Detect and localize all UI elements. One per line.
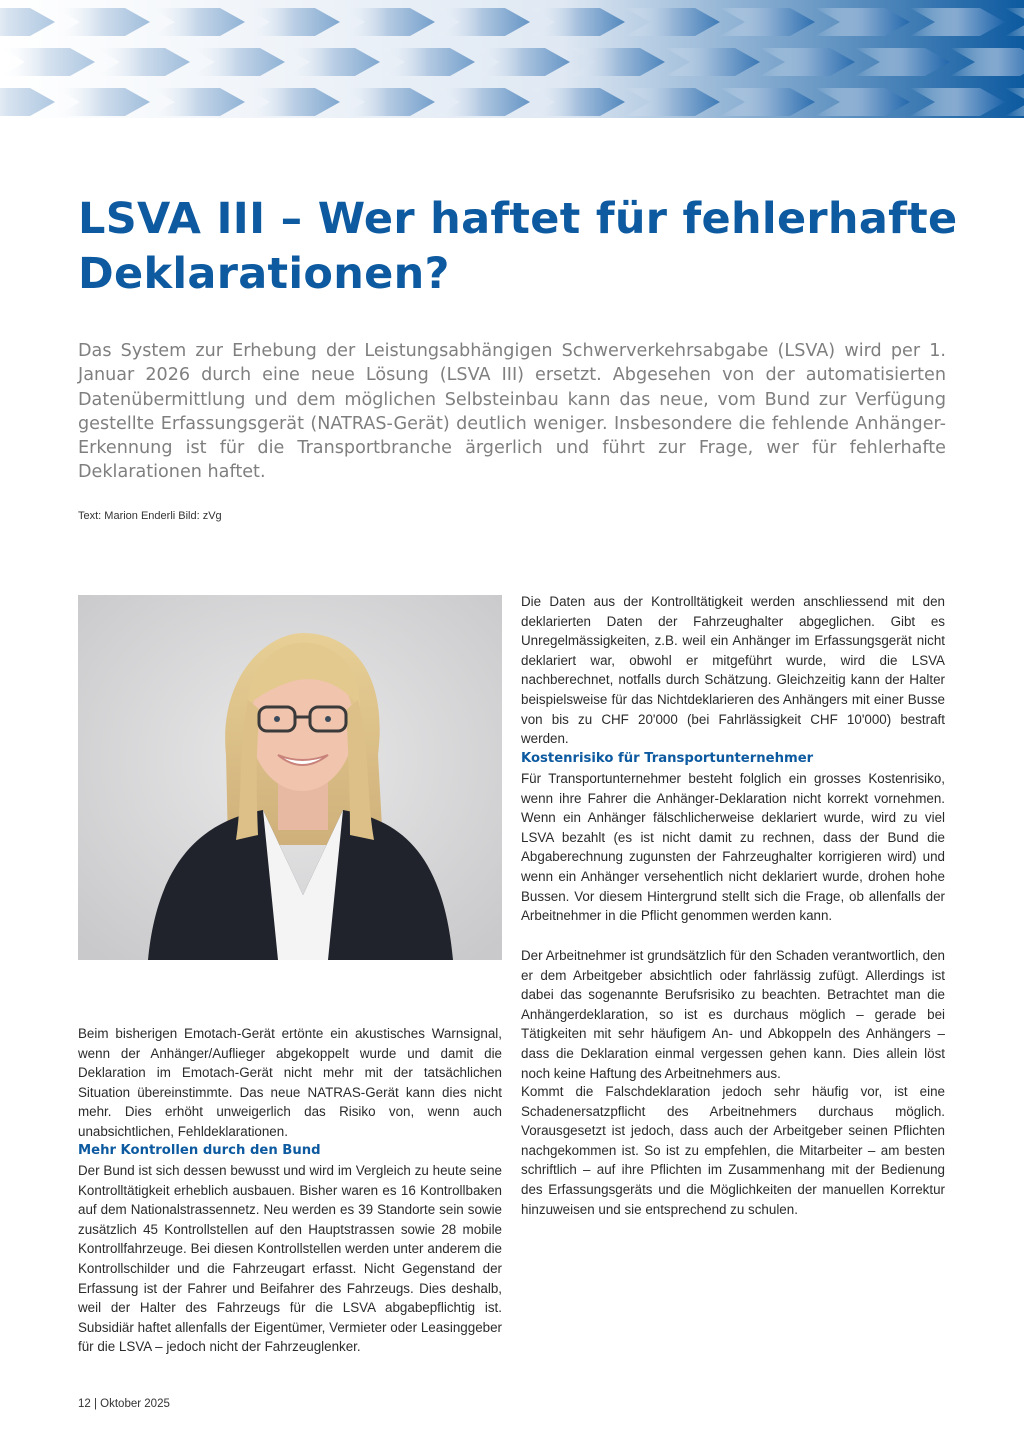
portrait-photo [78, 595, 502, 960]
body-column-left-intro [78, 1024, 502, 1142]
body-paragraph: Der Bund ist sich dessen bewusst und wird im Vergleich zu heute seine Kontrolltätigkeit erheblich ausbauen. Bisher waren es 16 Kontrollbaken auf dem Nationalstrassennetz. Neu werden es 39 Standorte sein sowie zusätzlich 45 Kontrollstellen auf den Hauptstrassen sowie 28 mobile Kontrollfahrzeuge. Bei diesen Kontrollstellen werden unter anderem die Kontrollschilder und die Fahrzeugart erfasst. Nicht Gegenstand der Erfassung ist der Fahrer und Beifahrer des Fahrzeugs. Dies deshalb, weil der Halter des Fahrzeugs für die LSVA abgabepflichtig ist. Subsidiär haftet allenfalls der Eigentümer, Vermieter oder Leasinggeber für die LSVA – jedoch nicht der Fahrzeuglenker. [78, 1163, 502, 1355]
title-line-1: LSVA III – Wer haftet für fehlerhafte [78, 194, 958, 244]
body-paragraph: Kommt die Falschdeklaration jedoch sehr häufig vor, ist eine Schadenersatzpflicht des Arbeitnehmers durchaus möglich. Vorausgesetzt ist jedoch, dass auch der Arbeitgeber seinen Pflichten nachgekommen ist. So ist zu empfehlen, die Mitarbeiter – am besten schriftlich – auf ihre Pflichten im Zusammenhang mit der Bedienung des Erfassungsgeräts und die Möglichkeiten der manuellen Korrektur hinzuweisen und sie entsprechend zu schulen. [521, 1084, 945, 1217]
section-heading: Mehr Kontrollen durch den Bund [78, 1143, 321, 1158]
lead-paragraph: Das System zur Erhebung der Leistungsabhängigen Schwerverkehrsabgabe (LSVA) wird per 1. Januar 2026 durch eine neue Lösung (LSVA III) ersetzt. Abgesehen von der automatisierten Datenübermittlung und dem möglichen Selbsteinbau kann das neue, vom Bund zur Verfügung gestellte Erfassungsgerät (NATRAS-Gerät) deutlich weniger. Insbesondere die fehlende Anhänger-Erkennung ist für die Transportbranche ärgerlich und führt zur Frage, wer für fehlerhafte Deklarationen haftet. [78, 341, 946, 483]
body-column-right-intro [521, 592, 945, 749]
body-column-right-section [521, 749, 945, 926]
body-paragraph: Für Transportunternehmer besteht folglich ein grosses Kostenrisiko, wenn ihre Fahrer die Anhänger-Deklaration nicht korrekt vornehmen. Wenn ein Anhänger fälschlicherweise deklariert wurde, wird zu viel LSVA bezahlt (es ist nicht damit zu rechnen, dass der Bund die Abgaberechnung zugunsten der Fahrzeughalter korrigieren wird) und wenn ein Anhänger versehentlich nicht deklariert wurde, drohen hohe Bussen. Vor diesem Hintergrund stellt sich die Frage, ob allenfalls der Arbeitnehmer in die Pflicht genommen werden kann. [521, 771, 945, 924]
header-banner [0, 0, 1024, 118]
body-paragraph: Die Daten aus der Kontrolltätigkeit werden anschliessend mit den deklarierten Daten der Fahrzeughalter abgeglichen. Gibt es Unregelmässigkeiten, z.B. weil ein Anhänger im Erfassungsgerät nicht deklariert war, obwohl er mitgeführt wurde, wird die LSVA nachberechnet, notfalls durch Schätzung. Gleichzeitig kann der Halter beispielsweise für das Nichtdeklarieren des Anhängers mit einer Busse von bis zu CHF 20'000 (bei Fahrlässigkeit CHF 10'000) bestraft werden. [521, 594, 945, 747]
article-title [78, 192, 978, 302]
page-footer: 12 | Oktober 2025 [78, 1398, 170, 1410]
body-column-left-section [78, 1141, 502, 1357]
body-paragraph: Beim bisherigen Emotach-Gerät ertönte ein akustisches Warnsignal, wenn der Anhänger/Auflieger abgekoppelt wurde und damit die Deklaration im Emotach-Gerät nicht mehr mit der tatsächlichen Situation übereinstimmte. Das neue NATRAS-Gerät kann dies nicht mehr. Dies erhöht unweigerlich das Risiko von, wenn auch unabsichtlichen, Fehldeklarationen. [78, 1026, 502, 1139]
title-line-2: Deklarationen? [78, 249, 450, 299]
body-column-right-para [521, 1082, 945, 1219]
body-paragraph: Der Arbeitnehmer ist grundsätzlich für den Schaden verantwortlich, den er dem Arbeitgeber absichtlich oder fahrlässig zufügt. Allerdings ist dabei das sogenannte Berufsrisiko zu beachten. Betrachtet man die Anhängerdeklaration, so ist es durchaus möglich – gerade bei Tätigkeiten mit sehr häufigem An- und Abkoppeln des Anhängers – dass die Deklaration einmal vergessen gehen kann. Dies allein löst noch keine Haftung des Arbeitnehmers aus. [521, 948, 945, 1081]
section-heading: Kostenrisiko für Transportunternehmer [521, 751, 814, 766]
body-column-right-para [521, 946, 945, 1083]
author-credit: Text: Marion Enderli Bild: zVg [78, 510, 222, 522]
